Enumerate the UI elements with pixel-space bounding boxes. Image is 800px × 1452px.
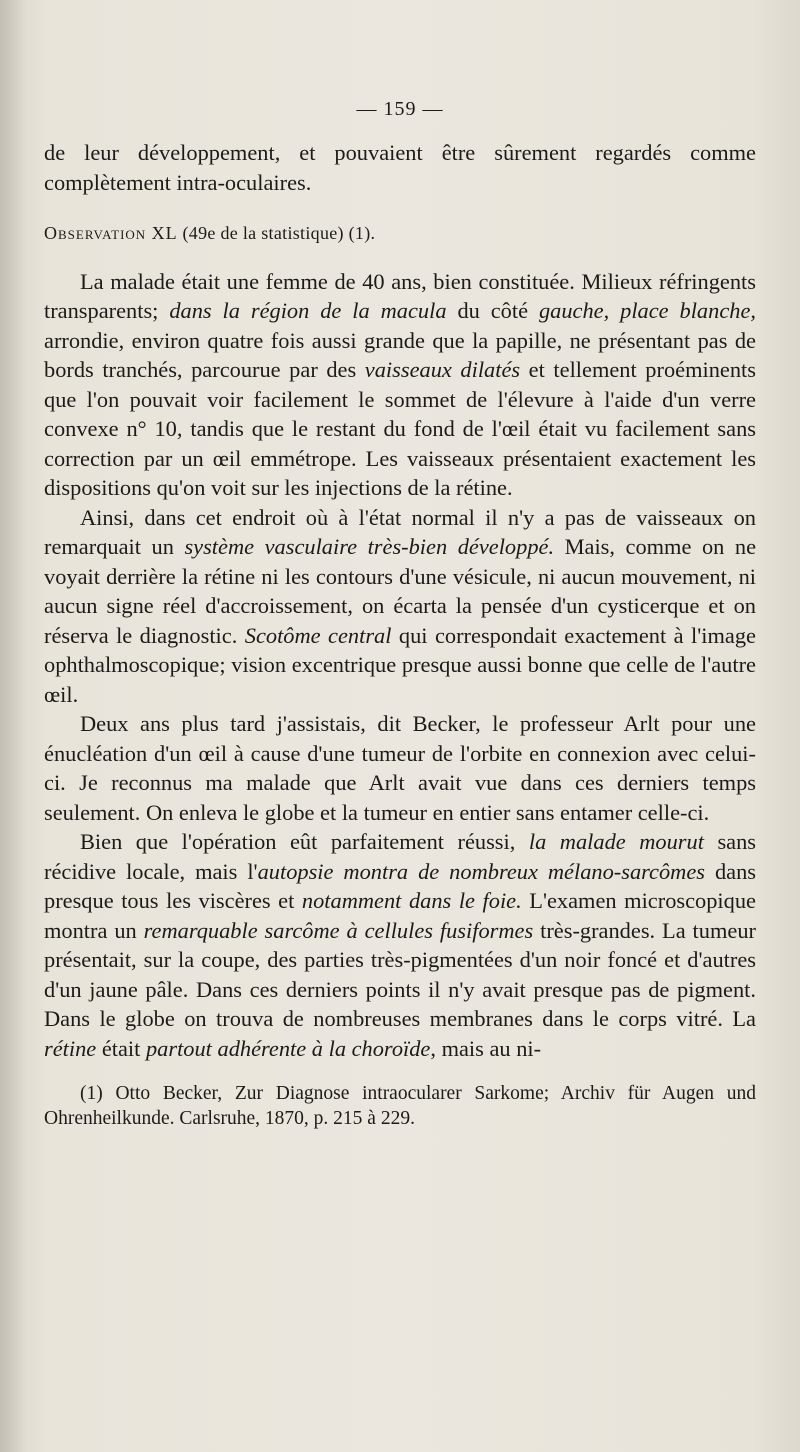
text-run: et tellement proéminents que l'on pouvait voir facilement le sommet de l'élevure à l'aide d'un verre convexe n° 10, tandis que le restant du fond de l'œil était vu facilement sans correction par un œil emmétrope. Les vaisseaux présentaient exactement les dispositions qu'on voit sur les injections de la rétine.: [44, 357, 756, 500]
italic-run: rétine: [44, 1035, 97, 1061]
italic-run: notamment dans le foie.: [301, 888, 522, 913]
text-run: L'examen microscopique montra un: [44, 888, 756, 943]
paragraph-diagnosis: [44, 503, 756, 710]
text-run: arrondie, environ quatre fois aussi grande que la papille, ne présentant pas de bords tranchés, parcourue par des: [44, 327, 756, 382]
italic-run: la malade mourut: [528, 829, 704, 854]
italic-run: Scotôme central: [244, 622, 392, 648]
text-run: Ainsi, dans cet endroit où à l'état normal il n'y a pas de vaisseaux on remarquait un: [44, 504, 756, 559]
paragraph-enucleation: Deux ans plus tard j'assistais, dit Becker, le professeur Arlt pour une énucléation d'un œil à cause d'une tumeur de l'orbite en connexion avec celui-ci. Je reconnus ma malade que Arlt avait vue dans ces derniers temps seulement. On enleva le globe et la tumeur en entier sans entamer celle-ci.: [44, 711, 756, 825]
spacer: [44, 1063, 756, 1081]
text-run: La malade était une femme de 40 ans, bien constituée. Milieux réfringents transparents;: [44, 268, 756, 323]
text-run: dans presque tous les viscères et: [44, 858, 756, 913]
continuation-paragraph: de leur développement, et pouvaient être sûrement regardés comme complètement intra-oculaires.: [44, 140, 756, 195]
text-block: [44, 138, 756, 1131]
italic-run: dans la région de la macula: [169, 298, 447, 323]
observation-reference: (49e de la statistique) (1).: [182, 223, 376, 243]
observation-heading: [44, 219, 756, 249]
text-run: du côté: [446, 298, 539, 323]
text-run: était: [96, 1035, 146, 1061]
italic-run: vaisseaux dilatés: [364, 357, 521, 382]
text-run: très-grandes. La tumeur présentait, sur la coupe, des parties très-pigmentées d'un noir foncé et d'autres d'un jaune pâle. Dans ces derniers points il n'y avait presque pas de pigment. Dans le globe on trouva de nombreuses membranes dans le corps vitré. La: [44, 917, 756, 1031]
italic-run: partout adhérente à la choroïde: [145, 1035, 431, 1061]
italic-run: autopsie montra de nombreux mélano-sarcômes: [257, 858, 705, 884]
binding-shadow: [0, 0, 26, 1452]
italic-run: système vasculaire très-bien développé.: [184, 534, 555, 559]
paragraph-autopsy: [44, 827, 756, 1063]
paragraph-case-description: [44, 267, 756, 503]
text-run: , mais au ni-: [430, 1035, 542, 1061]
italic-run: gauche, place blanche,: [538, 298, 756, 323]
italic-run: remarquable sarcôme à cellules fusiformes: [143, 917, 534, 943]
text-run: sans récidive locale, mais l': [44, 829, 756, 884]
observation-label: Observation XL: [44, 223, 178, 243]
text-run: Mais, comme on ne voyait derrière la rétine ni les contours d'une vésicule, ni aucun mouvement, ni aucun signe réel d'accroissement, on écarta la pensée d'un cysticerque et on réserva le diagnostic.: [44, 534, 757, 648]
text-run: Bien que l'opération eût parfaitement réussi,: [80, 829, 529, 854]
text-run: qui correspondait exactement à l'image ophthalmoscopique; vision excentrique presque aussi bonne que celle de l'autre œil.: [44, 622, 756, 707]
footnote: (1) Otto Becker, Zur Diagnose intraocularer Sarkome; Archiv für Augen und Ohrenheilkunde. Carlsruhe, 1870, p. 215 à 229.: [44, 1083, 756, 1129]
page-number: — 159 —: [356, 98, 444, 120]
